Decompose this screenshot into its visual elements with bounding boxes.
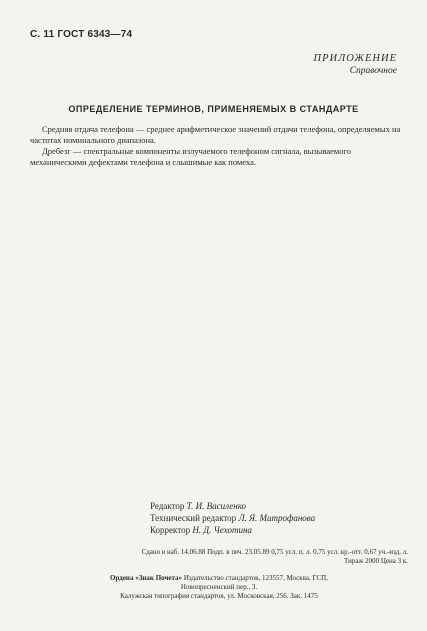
credit-name: Л. Я. Митрофанова	[238, 513, 316, 523]
credit-name: Т. И. Василенко	[186, 501, 247, 511]
imprint-line: Новопресненский пер., 3.	[180, 583, 258, 591]
definitions-body	[30, 124, 408, 168]
publication-line: Сдано в наб. 14.06.88 Подп. в печ. 23.05.89 0,75 усл. п. л. 0,75 усл. кр.-отт. 0,67 уч.-изд. л.	[141, 548, 408, 556]
publication-line: Тираж 2000 Цена 3 к.	[344, 557, 408, 565]
imprint-line: Калужская типография стандартов, ул. Московская, 256. Зак. 1475	[120, 592, 318, 600]
appendix-block	[314, 53, 398, 76]
appendix-label: ПРИЛОЖЕНИЕ	[313, 53, 397, 64]
publication-info	[30, 548, 408, 566]
credit-role: Редактор	[150, 501, 185, 511]
imprint-line	[30, 574, 408, 583]
page-header: С. 11 ГОСТ 6343—74	[30, 29, 133, 40]
imprint-block	[30, 574, 408, 601]
credit-corrector	[150, 524, 315, 536]
appendix-subtitle: Справочное	[349, 66, 397, 76]
credit-editor	[150, 500, 315, 512]
definition-paragraph: Дребезг — спектральные компоненты излучаемого телефоном сигнала, вызываемого механическими дефектами телефона и слышимые как помеха.	[30, 146, 352, 167]
order-label: Ордена «Знак Почета»	[110, 574, 183, 582]
credit-role: Корректор	[150, 525, 191, 535]
credit-tech-editor	[150, 512, 315, 524]
credit-role: Технический редактор	[150, 513, 237, 523]
section-title: ОПРЕДЕЛЕНИЕ ТЕРМИНОВ, ПРИМЕНЯЕМЫХ В СТАНДАРТЕ	[68, 104, 359, 114]
credits-block	[150, 500, 315, 536]
credit-name: Н. Д. Чехотина	[192, 525, 252, 535]
imprint-text: Издательство стандартов, 123557, Москва, ГСП,	[183, 574, 328, 582]
definition-paragraph: Средняя отдача телефона — среднее арифметическое значений отдачи телефона, определяемых на частотах номинального диапазона.	[30, 124, 401, 145]
